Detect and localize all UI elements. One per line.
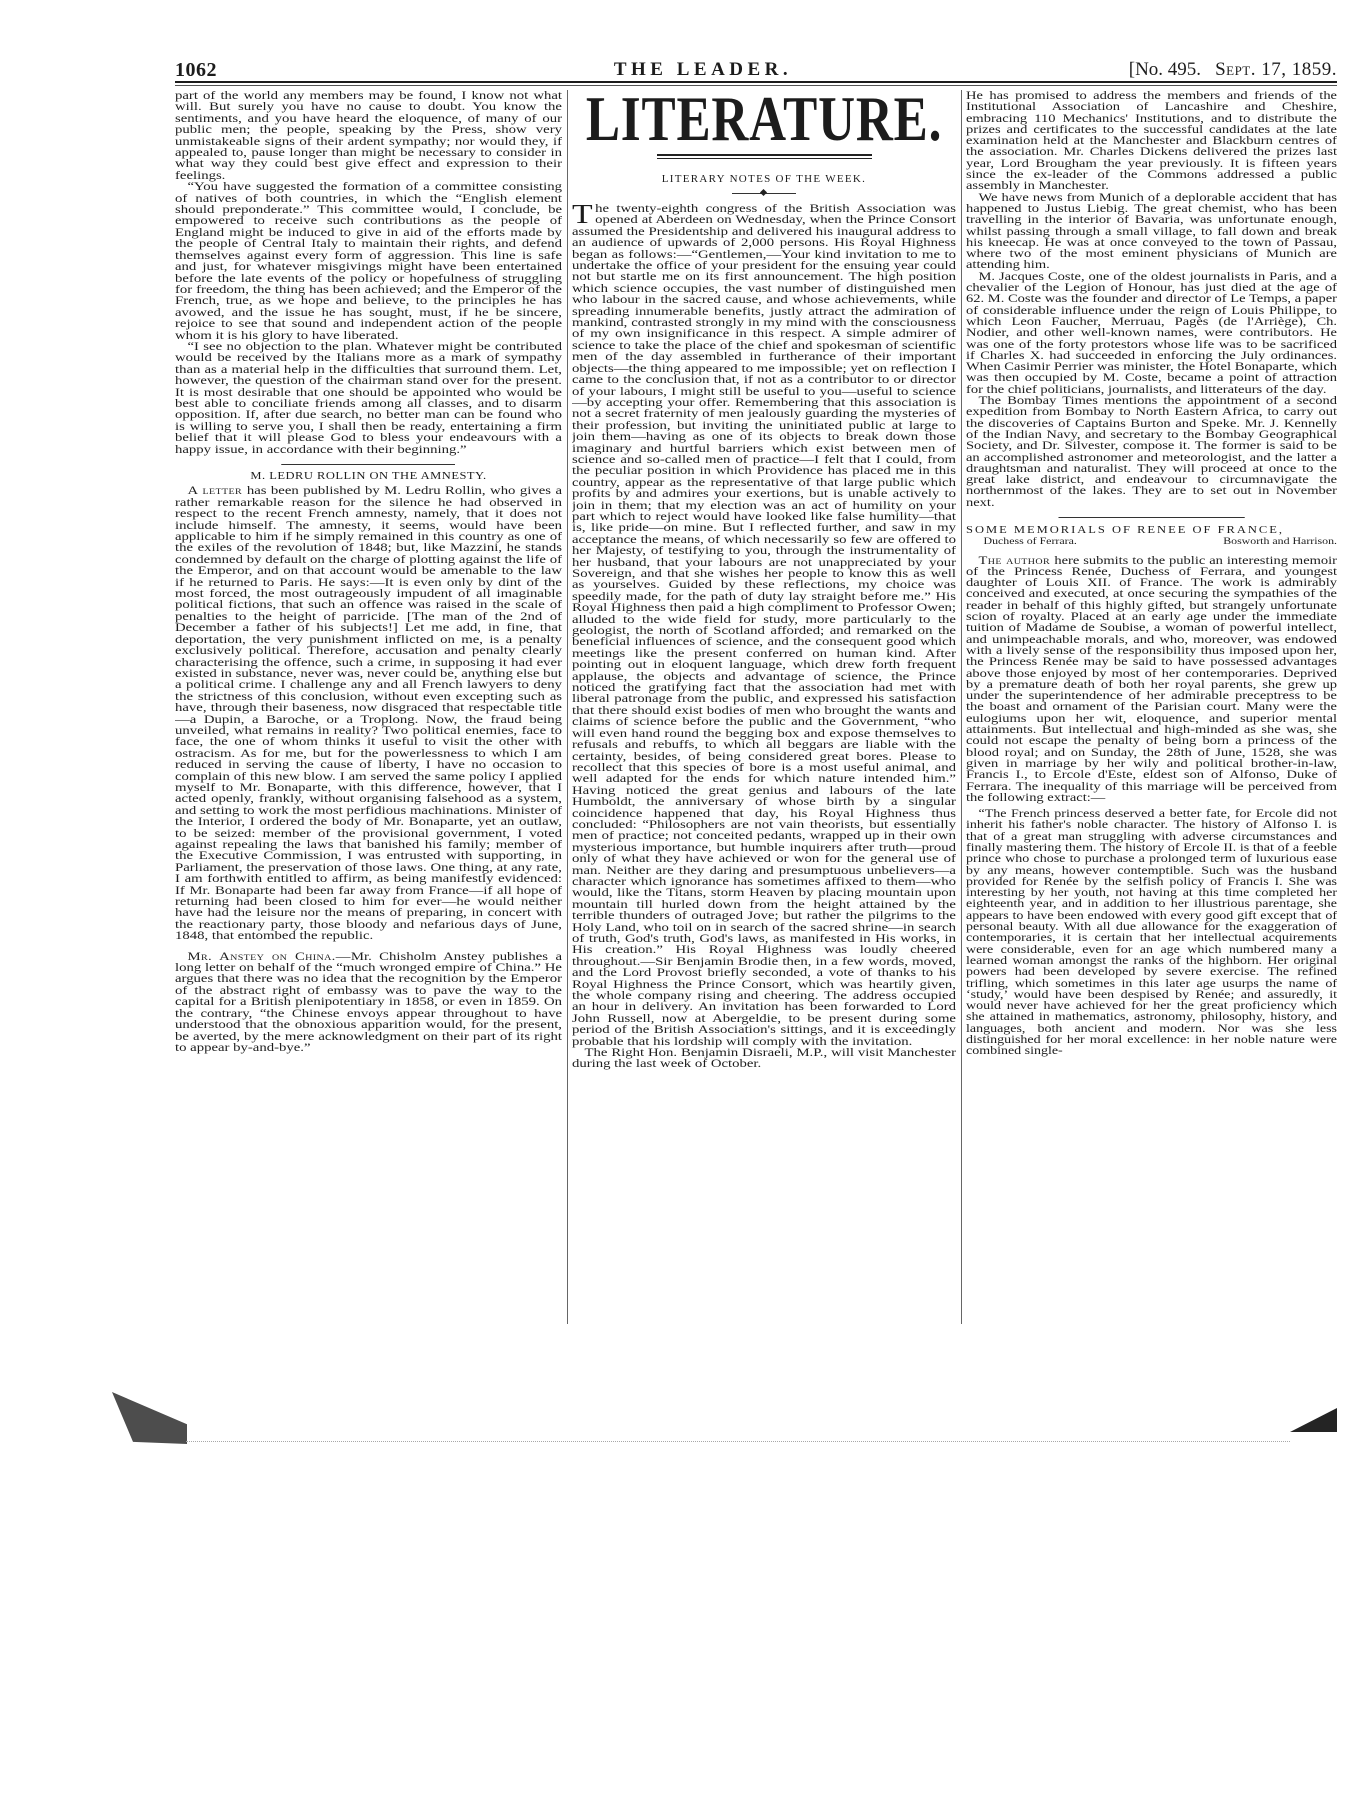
paragraph: He has promised to address the members and friends of the Institutional Association of Lancashire and Cheshire, embracing 110 Mechanics' Institutions, and to distribute the prizes and certificates to the successful candidates at the late examination held at the Manchester and Blackburn centres of the association. Mr. Charles Dickens delivered the prizes last year, Lord Brougham the year previously. It is fifteen years since the ex-leader of the Commons addressed a public assembly in Manchester. [966, 90, 1337, 193]
review-body [966, 555, 1337, 804]
paragraph: part of the world any members may be found, I know not what will. But surely you have no cause to doubt. You know the sentiments, and you have heard the eloquence, of many of our public men; the people, speaking by the Press, show very unmistakeable signs of their ardent sympathy; nor would they, if appealed to, pause longer than might be necessary to consider in what way they could best give effect and expression to their feelings. [175, 90, 562, 182]
column-left [175, 90, 562, 1324]
literature-heading-block [572, 90, 956, 148]
page-number: 1062 [175, 59, 217, 81]
column-right [966, 90, 1337, 1324]
paragraph: We have news from Munich of a deplorable accident that has happened to Justus Liebig. The great chemist, who has been travelling in the interior of Bavaria, was unfortunate enough, whilst passing through a small village, to fall down and break his kneecap. He was at once conveyed to the town of Passau, where two of the most eminent physicians of Munich are attending him. [966, 190, 1337, 272]
masthead [175, 58, 1337, 82]
section-heading: M. LEDRU ROLLIN ON THE AMNESTY. [250, 471, 487, 482]
column-left-text [175, 90, 562, 1053]
issue-date: Sept. 17, 1859. [1215, 59, 1337, 80]
scan-shadow [1290, 1408, 1337, 1432]
letter-continuation [175, 90, 562, 455]
review-extract: “The French princess deserved a better fate, for Ercole did not inherit his father's noble character. The history of Alfonso I. is that of a great man struggling with adverse circumstances and finally mastering them. The history of Ercole II. is that of a feeble prince who chose to purchase a prolonged term of luxurious ease by any means, however contemptible. Such was the husband provided for Renée by the selfish policy of Francis I. She was interesting by her youth, not having at this time completed her eighteenth year, and in addition to her illustrious parentage, she appears to have been endowed with every good gift except that of personal beauty. With all due allowance for the exaggeration of contemporaries, it is certain that her intellectual acquirements were considerable, even for an age which numbered many a learned woman amongst the ranks of the highborn. Her original powers had been developed by severe exercise. The refined trifling, which sometimes in this later age usurps the name of ‘study,’ would have been despised by Renée; and assuredly, it would never have achieved for her the great proficiency which she attained in mathematics, astronomy, philosophy, history, and languages, both ancient and modern. Nor was she less distinguished for her moral excellence: in her noble nature were combined single- [966, 808, 1337, 1058]
paragraph: M. Jacques Coste, one of the oldest journalists in Paris, and a chevalier of the Legion of Honour, has just died at the age of 62. M. Coste was the founder and director of Le Temps, a paper of considerable influence under the reign of Louis Philippe, to which Leon Faucher, Merruau, Pagès (de l'Arriège), Ch. Nodier, and other well-known names, were contributors. He was one of the forty protestors whose life was to be sacrificed if Charles X. had succeeded in enforcing the July ordinances. When Casimir Perrier was minister, the Hotel Bonaparte, which was then occupied by M. Coste, became a point of attraction for the chief politicians, journalists, and litterateurs of the day. [966, 269, 1337, 396]
paragraph: The twenty-eighth congress of the British Association was opened at Aberdeen on Wednesday, when the Prince Consort assumed the Presidentship and delivered his inaugural address to an audience of upwards of 2,000 persons. His Royal Highness began as follows:—“Gentlemen,—Your kind invitation to me to undertake the office of your president for the ensuing year could not but startle me on its first announcement. The high position which science occupies, the vast number of distinguished men who labour in the sacred cause, and whose achievements, while spreading innumerable benefits, justly attract the admiration of mankind, contrasted strongly in my mind with the consciousness of my own insignificance in this respect. A simple admirer of science to take the place of the chief and spokesman of scientific men of the day assembled in furtherance of their important objects—the thing appeared to me impossible; yet on reflection I came to the conclusion that, if not as a contributor to or director of your labours, I might still be useful to you—useful to science—by accepting your offer. Remembering that this association is not a secret fraternity of men jealously guarding the mysteries of their profession, but inviting the uninitiated public at large to join them—having as one of its objects to break down those imaginary and hurtful barriers which exist between men of science and so-called men of practice—I felt that I could, from the peculiar position in which Providence has placed me in this country, appear as the representative of that large public which profits by and admires your exertions, but is unable actively to join in them; that my election was an act of humility on your part which to reject would have looked like false humility—that is, like pride—on mine. But I reflected further, and saw in my acceptance the means, of which necessarily so few are offered to her Majesty, of testifying to you, through the instrumentality of her husband, that your labours are not unappreciated by your Sovereign, and that she wishes her people to know this as well as yourselves. Guided by these reflections, my choice was speedily made, for the path of duty lay straight before me.” His Royal Highness then paid a high compliment to Professor Owen; alluded to the wide field for study, more particularly to the geologist, the north of Scotland afforded; and remarked on the beneficial influences of science, and the consequent good which meetings like the present conferred on human kind. After pointing out in eloquent language, which drew forth frequent applause, the objects and advantage of science, the Prince noticed the gratifying fact that the association had met with liberal patronage from the public, and expressed his satisfaction that there should exist bodies of men who brought the wants and claims of science before the public and the Government, “who will even hand round the begging box and expose themselves to refusals and rebuffs, to which all beggars are liable with the certainty, besides, of being considered great bores. Please to recollect that this species of bore is a most useful animal, and well adapted for the ends for which nature intended him.” Having noticed the great genius and labours of the late Humboldt, the anniversary of whose birth by a singular coincidence happened that day, his Royal Highness thus concluded: “Philosophers are not vain theorists, but essentially men of practice; not conceited pedants, wrapped up in their own mysterious importance, but humble inquirers after truth—proud only of what they have achieved or won for the general use of man. Neither are they daring and presumptuous unbelievers—a character which ignorance has sometimes affixed to them—who would, like the Titans, storm Heaven by placing mountain upon mountain till hurled down from the height attained by the terrible thunders of outraged Jove; but rather the pilgrims to the Holy Land, who toil on in search of the sacred shrine—in search of truth, God's truth, God's laws, as manifested in His works, in His creation.” His Royal Highness was loudly cheered throughout.—Sir Benjamin Brodie then, in a few words, moved, and the Lord Provost briefly seconded, a vote of thanks to his Royal Highness the Prince Consort, which was heartily given, the whole company rising and cheering. The address occupied an hour in delivery. An invitation has been forwarded to Lord John Russell, now at Abergeldie, to be present during some period of the British Association's sittings, and it is exceedingly probable that his lordship will comply with the invitation. [572, 199, 956, 1048]
column-rule [961, 90, 962, 1324]
paragraph: The Right Hon. Benjamin Disraeli, M.P., will visit Manchester during the last week of October. [572, 1045, 956, 1071]
literary-notes-subheading: LITERARY NOTES OF THE WEEK. [661, 173, 867, 185]
column-center [572, 90, 956, 1324]
literature-heading: LITERATURE. [585, 90, 943, 148]
paragraph-lead: The author [978, 553, 1055, 567]
review-subtitle: Duchess of Ferrara. [983, 537, 1077, 548]
scan-edge-line [186, 1441, 1290, 1442]
ornament-rule [732, 190, 796, 197]
review-divider [1059, 517, 1244, 518]
literary-notes-continued [966, 90, 1337, 508]
paragraph-text: Mr. Chisholm Anstey publishes a long letter on behalf of the “much wronged empire of China.” He argues that there was no idea that the recognition by the Emperor of the abstract right of embassy was to pave the way to the capital for a British plenipotentiary in 1858, or even in 1859. On the contrary, “the Chinese envoys appear throughout to have understood that the obnoxious apparition would, for the present, be averted, by the mere acknowledgment on their part of its right to appear by-and-bye.” [175, 948, 562, 1054]
masthead-rule-thin [175, 85, 1337, 86]
review-publisher: Bosworth and Harrison. [1223, 537, 1337, 548]
issue-info [1129, 59, 1337, 81]
review-byline [966, 537, 1337, 548]
masthead-rule [175, 81, 1337, 83]
paragraph-lead: Mr. Anstey on China.— [187, 948, 351, 963]
literary-notes-body [572, 199, 956, 1071]
scan-shadow [112, 1392, 187, 1444]
news-notes [175, 948, 562, 1054]
section-body [175, 485, 562, 941]
paragraph [175, 948, 562, 1054]
section-divider [281, 464, 455, 465]
column-right-text [966, 90, 1337, 1058]
newspaper-title: THE LEADER. [613, 59, 793, 80]
review-title: SOME MEMORIALS OF RENEE OF FRANCE, [966, 524, 1285, 536]
paragraph [966, 555, 1337, 804]
column-rule [567, 90, 568, 1324]
paragraph-lead: A letter [187, 483, 247, 498]
issue-number: [No. 495. [1128, 59, 1202, 80]
paragraph: The Bombay Times mentions the appointment of a second expedition from Bombay to North Eastern Africa, to carry out the discoveries of Captains Burton and Speke. Mr. J. Kennelly of the Indian Navy, and secretary to the Bombay Geographical Society, and Dr. Silvester, compose it. The former is said to be an accomplished astronomer and meteorologist, and the latter a draughtsman and naturalist. They will proceed at once to the great lake district, and endeavour to circumnavigate the northernmost of the lakes. They are to set out in November next. [966, 394, 1337, 509]
paragraph-text: has been published by M. Ledru Rollin, who gives a rather remarkable reason for the silence he had observed in respect to the recent French amnesty, namely, that it does not include himself. The amnesty, it seems, would have been applicable to him if he simply remained in this country as one of the exiles of the revolution of 1848; but, like Mazzini, he stands condemned by default on the charge of plotting against the life of the Emperor, and on that account would be amenable to the law if he returned to Paris. He says:—It is even only by dint of the most forced, the most outrageously impudent of all imaginable political fictions, that such an offence was raised in the scale of penalties to the height of parricide. [The man of the 2nd of December a father of his subjects!] Let me add, in fine, that deportation, the very punishment inflicted on me, is a penalty exclusively political. Therefore, accusation and penalty clearly characterising the offence, such a crime, in supposing it had ever existed in substance, never was, never could be, anything else but a political crime. I challenge any and all French lawyers to deny the strictness of this conclusion, without even excepting such as have, through their baseness, now disgraced that respectable title—a Dupin, a Baroche, or a Troplong. Now, the fraud being unveiled, what remains in reality? Two political enemies, face to face, the one of whom thinks it useful to visit the other with ostracism. As for me, but for the powerlessness to which I am reduced in serving the cause of liberty, I have no occasion to complain of this new blow. I am served the same policy I applied myself to Mr. Bonaparte, with this difference, however, that I acted openly, frankly, without organising falsehood as a system, and setting to work the most perfidious machinations. Minister of the Interior, I ordered the body of Mr. Bonaparte, yet an outlaw, to be seized: member of the provisional government, I voted against repealing the laws that banished his family; member of the Executive Commission, I was entrusted with supporting, in Parliament, the preservation of those laws. One thing, at any rate, I am forthwith entitled to affirm, as being manifestly evidenced: If Mr. Bonaparte had been far away from France—if all hope of returning had been closed to him for ever—he would neither have had the leisure nor the means of preparing, in concert with the reactionary party, those bloody and nefarious days of June, 1848, that entombed the republic. [175, 483, 562, 943]
paragraph: “You have suggested the formation of a committee consisting of natives of both countries, in which the “English element should preponderate.” This committee would, I conclude, be empowered to receive such contributions as the people of England might be induced to give in aid of the efforts made by the people of Central Italy to maintain their rights, and defend themselves against every form of aggression. This line is safe and just, for whatever misgivings might have been entertained before the late events of the policy or hopefulness of struggling for freedom, the thing has been achieved; and the Emperor of the French, true, as we hope and believe, to the principles he has avowed, and the issue he has sought, must, if he be sincere, rejoice to see that sound and independent action of the people whom it is his glory to have liberated. [175, 179, 562, 342]
heading-double-rule [657, 154, 872, 159]
paragraph-text: here submits to the public an interesting memoir of the Princess Renée, Duchess of Ferrara, and youngest daughter of Louis XII. of France. The work is admirably conceived and executed, at once securing the sympathies of the reader in behalf of this highly gifted, but strangely unfortunate scion of royalty. Placed at an early age under the immediate tuition of Madame de Soubise, a woman of powerful intellect, and unimpeachable morals, and who, moreover, was endowed with a lively sense of the responsibility thus imposed upon her, the Princess Renée may be said to have possessed advantages above those enjoyed by most of her contemporaries. Deprived by a premature death of both her royal parents, she grew up under the superintendence of her admirable preceptress to be the boast and ornament of the Parisian court. Many were the eulogiums upon her wit, eloquence, and superior mental attainments. But intellectual and high-minded as she was, she could not escape the penalty of being born a princess of the blood royal; and on Sunday, the 28th of June, 1528, she was given in marriage by her wily and political brother-in-law, Francis I., to Ercole d'Este, eldest son of Alfonso, Duke of Ferrara. The inequality of this marriage will be perceived from the following extract:— [966, 553, 1337, 804]
paragraph: “I see no objection to the plan. Whatever might be contributed would be received by the Italians more as a mark of sympathy than as a material help in the difficulties that surround them. Let, however, the question of the chairman stand over for the present. It is most desirable that one should be appointed who would be best able to conciliate friends among all classes, and to disarm opposition. If, after due search, no better man can be found who is willing to serve you, I shall then be ready, entertaining a firm belief that it will please God to bless your endeavours with a happy issue, in accordance with their beginning.” [175, 338, 562, 456]
paragraph [175, 485, 562, 941]
